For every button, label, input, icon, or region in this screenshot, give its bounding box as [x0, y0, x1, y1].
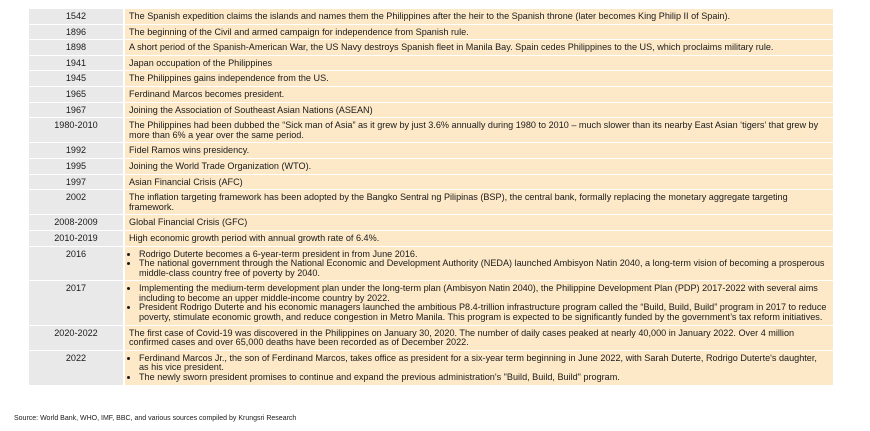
timeline-row: [29, 215, 833, 231]
row-description: Joining the Association of Southeast Asian Nations (ASEAN): [124, 102, 833, 118]
row-year: 2002: [29, 190, 124, 215]
row-description: [124, 246, 833, 281]
timeline-row: [29, 71, 833, 87]
event-bullet: • The newly sworn president promises to continue and expand the previous administration's "Build, Build, Build" program.: [139, 373, 829, 383]
timeline-row: [29, 350, 833, 385]
event-bullet: • Rodrigo Duterte becomes a 6-year-term president in from June 2016.: [139, 250, 829, 260]
timeline-row: [29, 281, 833, 325]
row-description: [124, 350, 833, 385]
timeline-row: [29, 55, 833, 71]
row-year: 1898: [29, 40, 124, 56]
row-year: 1945: [29, 71, 124, 87]
timeline-table-container: [29, 9, 833, 386]
row-description: Global Financial Crisis (GFC): [124, 215, 833, 231]
row-year: 1896: [29, 24, 124, 40]
row-year: 1980-2010: [29, 118, 124, 143]
row-description: A short period of the Spanish-American War, the US Navy destroys Spanish fleet in Manila Bay. Spain cedes Philippines to the US, which proclaims military rule.: [124, 40, 833, 56]
row-description: The Spanish expedition claims the islands and names them the Philippines after the heir to the Spanish throne (later becomes King Philip II of Spain).: [124, 9, 833, 24]
source-note: Source: World Bank, WHO, IMF, BBC, and various sources compiled by Krungsri Research: [14, 415, 297, 422]
row-year: 1997: [29, 174, 124, 190]
timeline-row: [29, 143, 833, 159]
timeline-row: [29, 174, 833, 190]
row-year: 1995: [29, 158, 124, 174]
row-description: The Philippines had been dubbed the “Sick man of Asia” as it grew by just 3.6% annually during 1980 to 2010 – much slower than its nearby East Asian ‘tigers’ that grew by more than 6% a year over the same period.: [124, 118, 833, 143]
row-description: The inflation targeting framework has been adopted by the Bangko Sentral ng Pilipinas (BSP), the central bank, formally replacing the monetary aggregate targeting framework.: [124, 190, 833, 215]
timeline-row: [29, 40, 833, 56]
event-bullet: • President Rodrigo Duterte and his economic managers launched the ambitious P8.4-trillion infrastructure program called the “Build, Build, Build” program in 2017 to reduce poverty, stimulate economic growth, and reduce congestion in Metro Manila. This program is expected to be significantly funded by the government’s tax reform initiatives.: [139, 303, 829, 322]
event-bullet: • Ferdinand Marcos Jr., the son of Ferdinand Marcos, takes office as president for a six-year term beginning in June 2022, with Sarah Duterte, Rodrigo Duterte's daughter, as his vice president.: [139, 354, 829, 373]
timeline-row: [29, 9, 833, 24]
row-description: High economic growth period with annual growth rate of 6.4%.: [124, 230, 833, 246]
row-year: 2022: [29, 350, 124, 385]
event-bullet: • The national government through the National Economic and Development Authority (NEDA) launched Ambisyon Natin 2040, a long-term vision of becoming a prosperous middle-class country free of poverty by 2040.: [139, 259, 829, 278]
row-year: 1941: [29, 55, 124, 71]
timeline-row: [29, 118, 833, 143]
timeline-row: [29, 158, 833, 174]
timeline-row: [29, 24, 833, 40]
row-year: 1542: [29, 9, 124, 24]
row-description: Ferdinand Marcos becomes president.: [124, 86, 833, 102]
row-year: 1965: [29, 86, 124, 102]
timeline-row: [29, 230, 833, 246]
row-year: 2020-2022: [29, 325, 124, 350]
row-description: Joining the World Trade Organization (WTO).: [124, 158, 833, 174]
row-year: 1967: [29, 102, 124, 118]
row-description: The beginning of the Civil and armed campaign for independence from Spanish rule.: [124, 24, 833, 40]
event-bullet-list: [129, 354, 829, 383]
row-year: 2016: [29, 246, 124, 281]
row-year: 2017: [29, 281, 124, 325]
timeline-body: [29, 9, 833, 385]
timeline-row: [29, 325, 833, 350]
row-year: 2008-2009: [29, 215, 124, 231]
row-description: Asian Financial Crisis (AFC): [124, 174, 833, 190]
event-bullet: • Implementing the medium-term development plan under the long-term plan (Ambisyon Natin 2040), the Philippine Development Plan (PDP) 2017-2022 with several aims including to become an upper middle-income country by 2022.: [139, 284, 829, 303]
row-year: 1992: [29, 143, 124, 159]
timeline-row: [29, 190, 833, 215]
event-bullet-list: [129, 250, 829, 279]
row-year: 2010-2019: [29, 230, 124, 246]
row-description: Fidel Ramos wins presidency.: [124, 143, 833, 159]
event-bullet-list: [129, 284, 829, 322]
timeline-row: [29, 86, 833, 102]
row-description: The Philippines gains independence from the US.: [124, 71, 833, 87]
timeline-row: [29, 102, 833, 118]
timeline-table: [29, 9, 833, 386]
row-description: Japan occupation of the Philippines: [124, 55, 833, 71]
row-description: [124, 281, 833, 325]
timeline-row: [29, 246, 833, 281]
row-description: The first case of Covid-19 was discovered in the Philippines on January 30, 2020. The number of daily cases peaked at nearly 40,000 in January 2022. Over 4 million confirmed cases and over 65,000 deaths have been recorded as of December 2022.: [124, 325, 833, 350]
